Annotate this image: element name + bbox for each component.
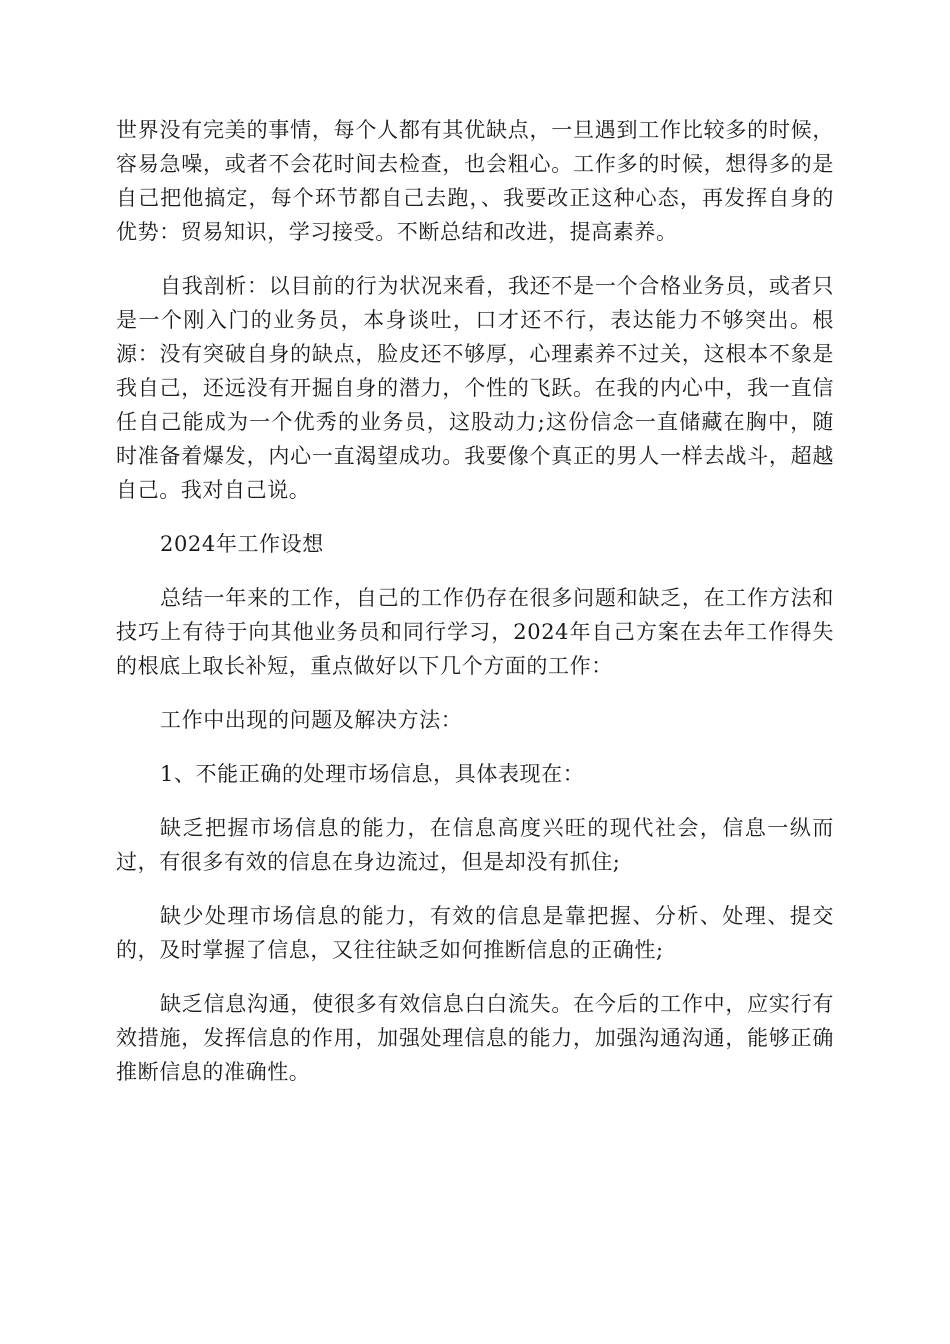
- section-heading-2024-plan: 2024年工作设想: [160, 532, 324, 556]
- paragraph-lack-grasp: 缺乏把握市场信息的能力，在信息高度兴旺的现代社会，信息一纵而过，有很多有效的信息在身边流过，但是却没有抓住;: [116, 816, 834, 874]
- paragraph-continuation: 世界没有完美的事情，每个人都有其优缺点，一旦遇到工作比较多的时候，容易急噪，或者不会花时间去检查，也会粗心。工作多的时候，想得多的是自己把他搞定，每个环节都自己去跑，、我要改正这种心态，再发挥自身的优势：贸易知识，学习接受。不断总结和改进，提高素养。: [116, 118, 834, 244]
- paragraph-summary: 总结一年来的工作，自己的工作仍存在很多问题和缺乏，在工作方法和技巧上有待于向其他业务员和同行学习，2024年自己方案在去年工作得失的根底上取长补短，重点做好以下几个方面的工作：: [116, 586, 834, 678]
- list-item-1-heading: 1、不能正确的处理市场信息，具体表现在：: [160, 762, 585, 786]
- document-body: [116, 113, 834, 1109]
- paragraph-lack-communication: 缺乏信息沟通，使很多有效信息白白流失。在今后的工作中，应实行有效措施，发挥信息的作用，加强处理信息的能力，加强沟通沟通，能够正确推断信息的准确性。: [116, 992, 834, 1084]
- paragraph-lack-processing: 缺少处理市场信息的能力，有效的信息是靠把握、分析、处理、提交的，及时掌握了信息，又往往缺乏如何推断信息的正确性;: [116, 904, 834, 962]
- paragraph-self-analysis: 自我剖析：以目前的行为状况来看，我还不是一个合格业务员，或者只是一个刚入门的业务员，本身谈吐，口才还不行，表达能力不够突出。根源：没有突破自身的缺点，脸皮还不够厚，心理素养不过关，这根本不象是我自己，还远没有开掘自身的潜力，个性的飞跃。在我的内心中，我一直信任自己能成为一个优秀的业务员，这股动力;这份信念一直储藏在胸中，随时准备着爆发，内心一直渴望成功。我要像个真正的男人一样去战斗，超越自己。我对自己说。: [116, 274, 834, 502]
- section-heading-problems: 工作中出现的问题及解决方法：: [160, 708, 463, 732]
